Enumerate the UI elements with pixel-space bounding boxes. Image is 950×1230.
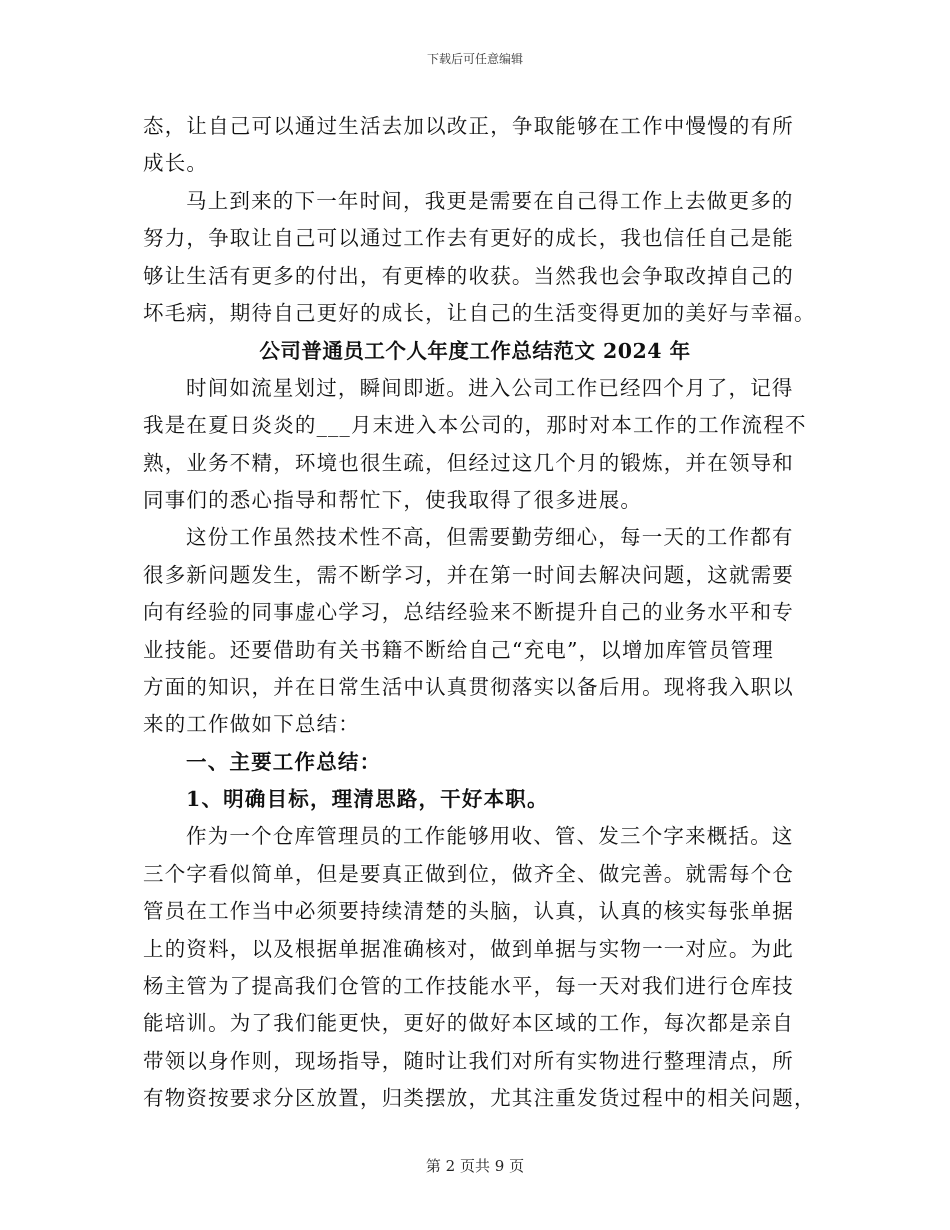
body-line: 努力，争取让自己可以通过工作去有更好的成长，我也信任自己是能 bbox=[143, 226, 794, 250]
body-line: 我是在夏日炎炎的___月末进入本公司的，那时对本工作的工作流程不 bbox=[143, 413, 807, 437]
paragraph-start: 马上到来的下一年时间，我更是需要在自己得工作上去做更多的 bbox=[186, 189, 794, 213]
body-line: 能培训。为了我们能更快，更好的做好本区域的工作，每次都是亲自 bbox=[143, 1011, 794, 1035]
paragraph-start: 作为一个仓库管理员的工作能够用收、管、发三个字来概括。这 bbox=[186, 824, 794, 848]
page-footer: 第 2 页共 9 页 bbox=[425, 1157, 525, 1175]
body-line: 坏毛病，期待自己更好的成长，让自己的生活变得更加的美好与幸福。 bbox=[143, 301, 816, 325]
body-line: 杨主管为了提高我们仓管的工作技能水平，每一天对我们进行仓库技 bbox=[143, 974, 794, 998]
body-line: 熟，业务不精，环境也很生疏，但经过这几个月的锻炼，并在领导和 bbox=[143, 451, 794, 475]
body-line: 成长。 bbox=[143, 151, 209, 175]
body-line: 三个字看似简单，但是要真正做到位，做齐全、做完善。就需每个仓 bbox=[143, 862, 794, 886]
body-line: 向有经验的同事虚心学习，总结经验来不断提升自己的业务水平和专 bbox=[143, 600, 794, 624]
heading-main-summary: 一、主要工作总结： bbox=[186, 750, 382, 774]
body-line: 来的工作做如下总结： bbox=[143, 712, 360, 736]
body-line: 方面的知识，并在日常生活中认真贯彻落实以备后用。现将我入职以 bbox=[143, 675, 794, 699]
paragraph-start: 时间如流星划过，瞬间即逝。进入公司工作已经四个月了，记得 bbox=[186, 376, 794, 400]
section-title: 公司普通员工个人年度工作总结范文 2024 年 bbox=[259, 339, 691, 363]
body-line: 够让生活有更多的付出，有更棒的收获。当然我也会争取改掉自己的 bbox=[143, 264, 794, 288]
body-line: 同事们的悉心指导和帮忙下，使我取得了很多进展。 bbox=[143, 488, 643, 512]
body-line: 带领以身作则，现场指导，随时让我们对所有实物进行整理清点，所 bbox=[143, 1049, 794, 1073]
body-line: 业技能。还要借助有关书籍不断给自己“充电”，以增加库管员管理 bbox=[143, 638, 774, 662]
paragraph-start: 这份工作虽然技术性不高，但需要勤劳细心，每一天的工作都有 bbox=[186, 525, 794, 549]
body-line: 有物资按要求分区放置，归类摆放，尤其注重发货过程中的相关问题， bbox=[143, 1086, 816, 1110]
body-line: 很多新问题发生，需不断学习，并在第一时间去解决问题，这就需要 bbox=[143, 563, 794, 587]
subheading-goals: 1、明确目标，理清思路，干好本职。 bbox=[186, 787, 549, 811]
body-line: 上的资料，以及根据单据准确核对，做到单据与实物一一对应。为此 bbox=[143, 937, 794, 961]
body-line: 管员在工作当中必须要持续清楚的头脑，认真，认真的核实每张单据 bbox=[143, 899, 794, 923]
body-line: 态，让自己可以通过生活去加以改正，争取能够在工作中慢慢的有所 bbox=[143, 114, 794, 138]
page-header: 下载后可任意编辑 bbox=[426, 52, 523, 66]
